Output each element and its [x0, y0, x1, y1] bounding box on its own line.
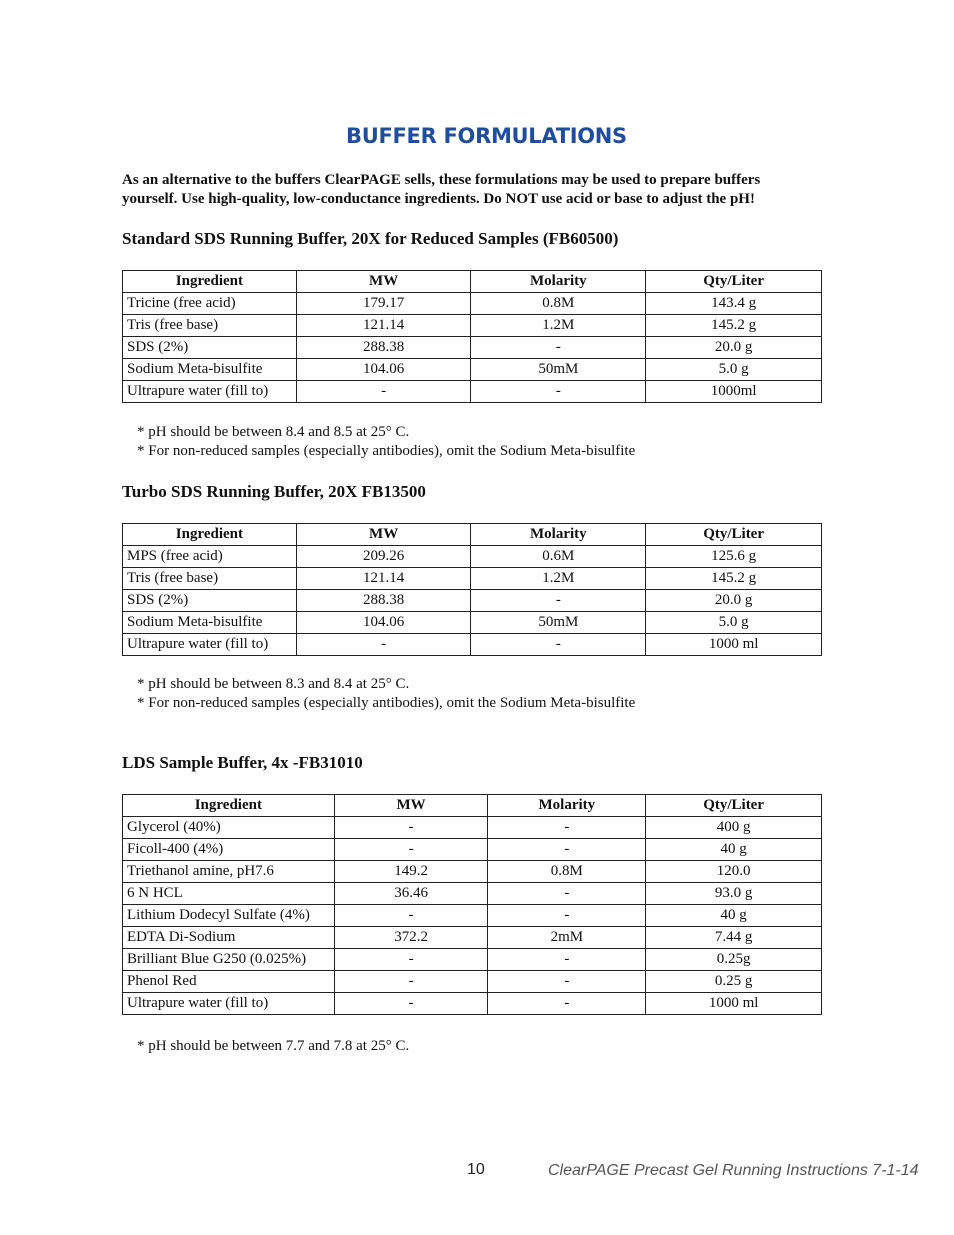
cell-molarity: 1.2M [471, 568, 646, 590]
cell-molarity: - [471, 381, 646, 403]
cell-ingredient: Lithium Dodecyl Sulfate (4%) [123, 905, 335, 927]
cell-mw: 104.06 [296, 359, 471, 381]
cell-mw: - [334, 905, 488, 927]
table-row [123, 315, 822, 337]
cell-molarity: - [488, 949, 646, 971]
cell-ingredient: Sodium Meta-bisulfite [123, 359, 297, 381]
cell-ingredient: Ultrapure water (fill to) [123, 634, 297, 656]
cell-qty: 120.0 [646, 861, 822, 883]
table-row [123, 817, 822, 839]
cell-qty: 7.44 g [646, 927, 822, 949]
cell-mw: 149.2 [334, 861, 488, 883]
cell-mw: 36.46 [334, 883, 488, 905]
cell-molarity: - [488, 905, 646, 927]
table-header-row [123, 271, 822, 293]
intro-line-2: yourself. Use high-quality, low-conductance ingredients. Do NOT use acid or base to adjust the pH! [122, 191, 755, 207]
table-header-row [123, 524, 822, 546]
col-header-ingredient: Ingredient [123, 271, 297, 293]
cell-mw: - [334, 949, 488, 971]
intro-line-1: As an alternative to the buffers ClearPAGE sells, these formulations may be used to prepare buffers [122, 172, 761, 188]
cell-mw: - [334, 971, 488, 993]
page-number: 10 [467, 1161, 485, 1178]
cell-ingredient: Brilliant Blue G250 (0.025%) [123, 949, 335, 971]
cell-ingredient: Ultrapure water (fill to) [123, 993, 335, 1015]
table-lds-sample [122, 794, 822, 1015]
col-header-ingredient: Ingredient [123, 524, 297, 546]
intro-paragraph [122, 171, 842, 209]
col-header-mw: MW [296, 524, 471, 546]
cell-qty: 145.2 g [646, 568, 822, 590]
cell-mw: 209.26 [296, 546, 471, 568]
table-standard-sds [122, 270, 822, 403]
col-header-molarity: Molarity [471, 524, 646, 546]
table-row [123, 634, 822, 656]
table-row [123, 971, 822, 993]
cell-mw: 288.38 [296, 337, 471, 359]
cell-molarity: 0.6M [471, 546, 646, 568]
cell-mw: - [334, 993, 488, 1015]
table-row [123, 337, 822, 359]
cell-molarity: 0.8M [471, 293, 646, 315]
cell-molarity: - [488, 993, 646, 1015]
cell-mw: - [334, 839, 488, 861]
cell-mw: - [296, 381, 471, 403]
table-row [123, 293, 822, 315]
cell-mw: 179.17 [296, 293, 471, 315]
table-row [123, 993, 822, 1015]
cell-ingredient: MPS (free acid) [123, 546, 297, 568]
cell-qty: 1000 ml [646, 634, 822, 656]
cell-ingredient: Sodium Meta-bisulfite [123, 612, 297, 634]
note-nonreduced-standard-sds: * For non-reduced samples (especially antibodies), omit the Sodium Meta-bisulfite [137, 443, 636, 459]
cell-molarity: - [471, 337, 646, 359]
table-row [123, 883, 822, 905]
table-row [123, 927, 822, 949]
cell-molarity: - [488, 971, 646, 993]
cell-ingredient: Tricine (free acid) [123, 293, 297, 315]
cell-molarity: 2mM [488, 927, 646, 949]
section-heading-lds-sample: LDS Sample Buffer, 4x -FB31010 [122, 753, 363, 772]
cell-molarity: 50mM [471, 612, 646, 634]
cell-ingredient: 6 N HCL [123, 883, 335, 905]
note-ph-turbo-sds: * pH should be between 8.3 and 8.4 at 25° C. [137, 676, 410, 692]
cell-mw: 372.2 [334, 927, 488, 949]
cell-qty: 5.0 g [646, 612, 822, 634]
table-row [123, 546, 822, 568]
cell-qty: 93.0 g [646, 883, 822, 905]
table-row [123, 861, 822, 883]
cell-qty: 143.4 g [646, 293, 822, 315]
cell-qty: 1000 ml [646, 993, 822, 1015]
cell-ingredient: EDTA Di-Sodium [123, 927, 335, 949]
table-row [123, 381, 822, 403]
cell-molarity: 1.2M [471, 315, 646, 337]
cell-mw: - [334, 817, 488, 839]
cell-qty: 40 g [646, 905, 822, 927]
cell-ingredient: Tris (free base) [123, 568, 297, 590]
cell-molarity: - [488, 817, 646, 839]
cell-mw: - [296, 634, 471, 656]
cell-qty: 20.0 g [646, 590, 822, 612]
cell-ingredient: Ficoll-400 (4%) [123, 839, 335, 861]
note-ph-lds-sample: * pH should be between 7.7 and 7.8 at 25° C. [137, 1038, 410, 1054]
cell-qty: 40 g [646, 839, 822, 861]
table-row [123, 612, 822, 634]
cell-qty: 145.2 g [646, 315, 822, 337]
cell-ingredient: Phenol Red [123, 971, 335, 993]
cell-qty: 1000ml [646, 381, 822, 403]
table-row [123, 590, 822, 612]
table-turbo-sds [122, 523, 822, 656]
cell-molarity: - [488, 883, 646, 905]
section-heading-standard-sds: Standard SDS Running Buffer, 20X for Reduced Samples (FB60500) [122, 229, 619, 248]
cell-qty: 125.6 g [646, 546, 822, 568]
col-header-qty: Qty/Liter [646, 271, 822, 293]
col-header-mw: MW [296, 271, 471, 293]
table-row [123, 949, 822, 971]
cell-ingredient: SDS (2%) [123, 590, 297, 612]
cell-qty: 0.25 g [646, 971, 822, 993]
col-header-molarity: Molarity [488, 795, 646, 817]
table-row [123, 905, 822, 927]
note-ph-standard-sds: * pH should be between 8.4 and 8.5 at 25° C. [137, 424, 410, 440]
section-heading-turbo-sds: Turbo SDS Running Buffer, 20X FB13500 [122, 482, 426, 501]
table-header-row [123, 795, 822, 817]
cell-ingredient: SDS (2%) [123, 337, 297, 359]
table-row [123, 568, 822, 590]
page-title: BUFFER FORMULATIONS [346, 124, 627, 148]
col-header-molarity: Molarity [471, 271, 646, 293]
col-header-qty: Qty/Liter [646, 795, 822, 817]
cell-mw: 104.06 [296, 612, 471, 634]
footer-document-title: ClearPAGE Precast Gel Running Instructions 7-1-14 [548, 1162, 919, 1179]
table-row [123, 839, 822, 861]
cell-qty: 400 g [646, 817, 822, 839]
cell-mw: 121.14 [296, 315, 471, 337]
cell-qty: 0.25g [646, 949, 822, 971]
col-header-ingredient: Ingredient [123, 795, 335, 817]
cell-qty: 5.0 g [646, 359, 822, 381]
cell-ingredient: Ultrapure water (fill to) [123, 381, 297, 403]
cell-molarity: 50mM [471, 359, 646, 381]
cell-molarity: - [471, 590, 646, 612]
cell-molarity: - [471, 634, 646, 656]
cell-ingredient: Triethanol amine, pH7.6 [123, 861, 335, 883]
col-header-qty: Qty/Liter [646, 524, 822, 546]
cell-qty: 20.0 g [646, 337, 822, 359]
cell-ingredient: Glycerol (40%) [123, 817, 335, 839]
note-nonreduced-turbo-sds: * For non-reduced samples (especially antibodies), omit the Sodium Meta-bisulfite [137, 695, 636, 711]
cell-molarity: 0.8M [488, 861, 646, 883]
table-row [123, 359, 822, 381]
cell-ingredient: Tris (free base) [123, 315, 297, 337]
cell-mw: 121.14 [296, 568, 471, 590]
col-header-mw: MW [334, 795, 488, 817]
cell-molarity: - [488, 839, 646, 861]
cell-mw: 288.38 [296, 590, 471, 612]
